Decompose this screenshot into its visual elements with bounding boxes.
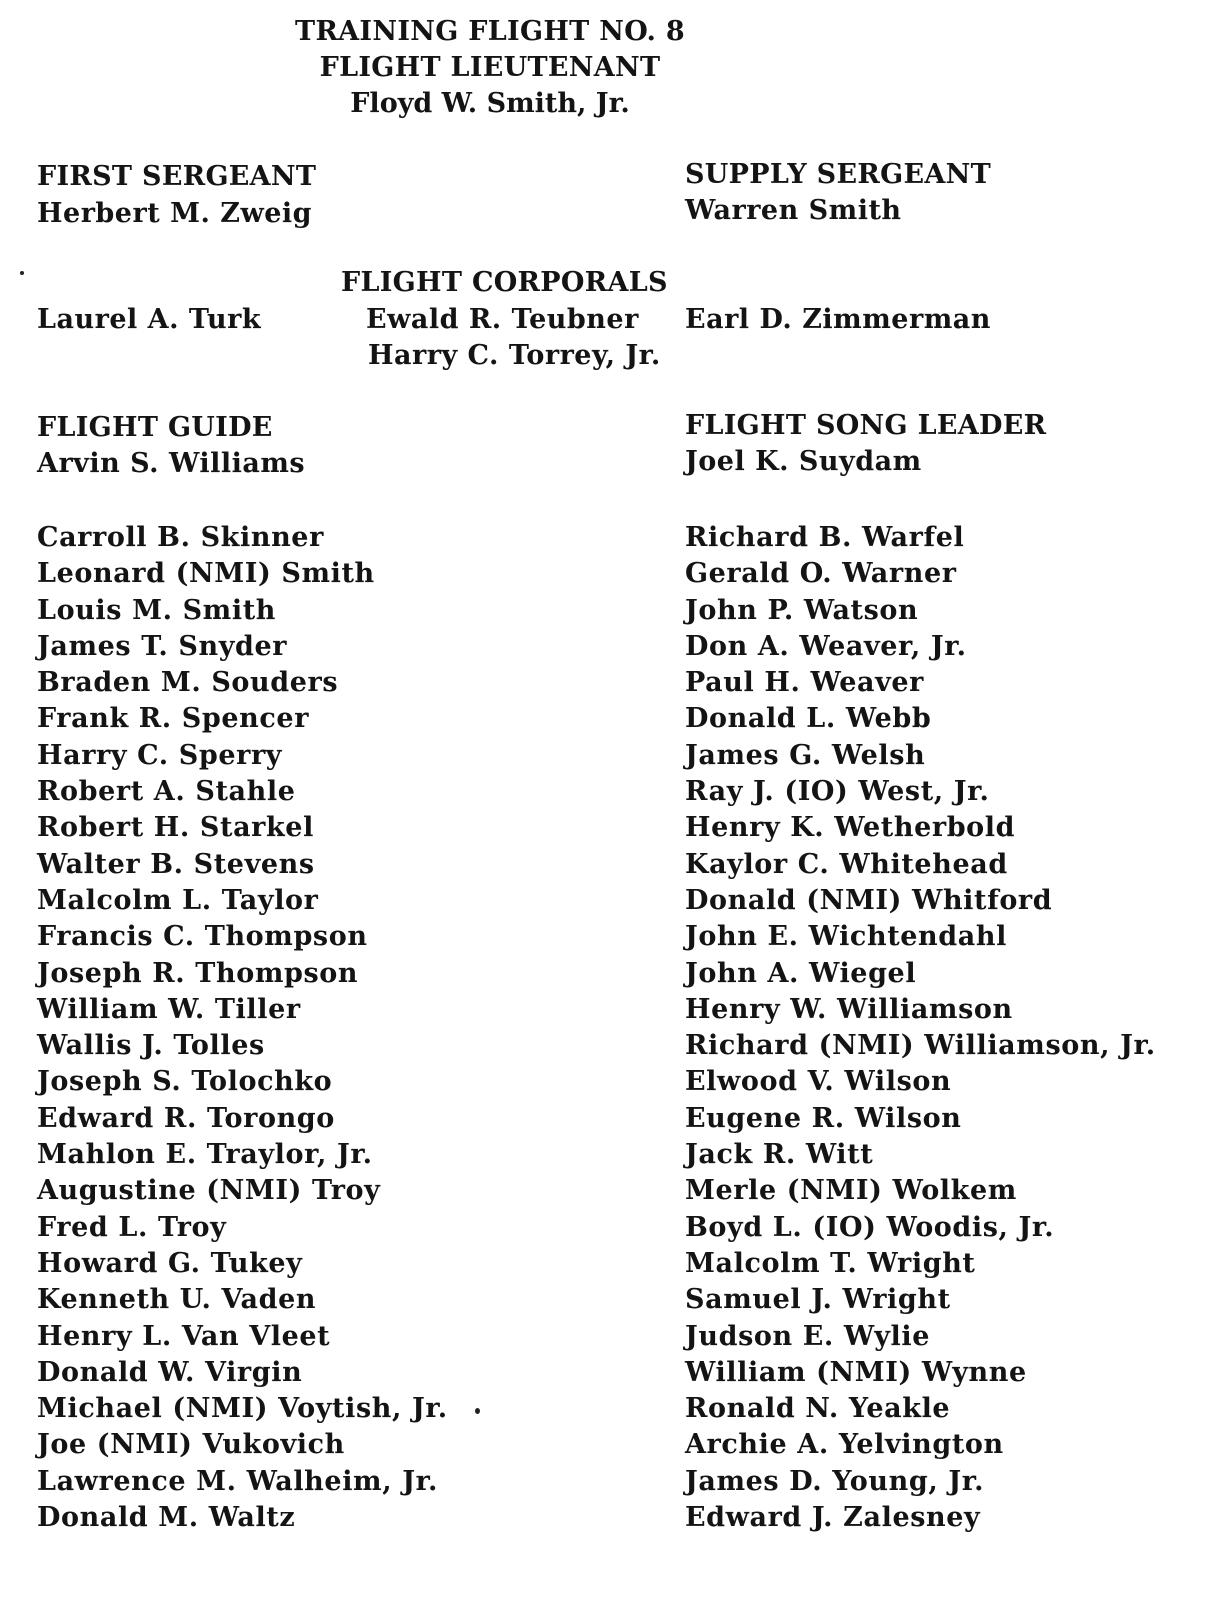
roster-name: James D. Young, Jr. bbox=[685, 1465, 985, 1497]
roster-name: Louis M. Smith bbox=[37, 594, 276, 626]
roster-name: Paul H. Weaver bbox=[685, 667, 924, 699]
roster-name: Elwood V. Wilson bbox=[685, 1066, 952, 1098]
roster-name: Kenneth U. Vaden bbox=[37, 1284, 317, 1316]
corporals-label: FLIGHT CORPORALS bbox=[341, 267, 668, 298]
roster-name: John E. Wichtendahl bbox=[685, 921, 1007, 953]
lieutenant-name: Floyd W. Smith, Jr. bbox=[350, 88, 630, 119]
roster-name: James T. Snyder bbox=[37, 630, 288, 662]
corporal-name: Earl D. Zimmerman bbox=[685, 304, 991, 335]
roster-name: Lawrence M. Walheim, Jr. bbox=[37, 1465, 438, 1497]
roster-name: Walter B. Stevens bbox=[37, 848, 315, 880]
roster-name: Malcolm T. Wright bbox=[685, 1247, 976, 1279]
roster-name: John P. Watson bbox=[685, 594, 919, 626]
page-title: TRAINING FLIGHT NO. 8 bbox=[295, 16, 685, 47]
stray-mark bbox=[20, 271, 24, 275]
roster-name: Henry W. Williamson bbox=[685, 993, 1013, 1025]
guide-name: Arvin S. Williams bbox=[37, 448, 306, 479]
song-leader-name: Joel K. Suydam bbox=[685, 446, 922, 477]
roster-name: Kaylor C. Whitehead bbox=[685, 848, 1008, 880]
roster-name: Merle (NMI) Wolkem bbox=[685, 1175, 1017, 1207]
roster-name: Malcolm L. Taylor bbox=[37, 884, 319, 916]
roster-name: Jack R. Witt bbox=[685, 1139, 874, 1171]
roster-name: Samuel J. Wright bbox=[685, 1284, 951, 1316]
roster-name: Donald (NMI) Whitford bbox=[685, 884, 1053, 916]
roster-name: Michael (NMI) Voytish, Jr. bbox=[37, 1393, 448, 1425]
roster-name: Gerald O. Warner bbox=[685, 558, 957, 590]
roster-name: Henry L. Van Vleet bbox=[37, 1320, 331, 1352]
roster-name: Leonard (NMI) Smith bbox=[37, 558, 375, 590]
roster-name: James G. Welsh bbox=[685, 739, 926, 771]
roster-name: Boyd L. (IO) Woodis, Jr. bbox=[685, 1211, 1055, 1243]
roster-name: Augustine (NMI) Troy bbox=[37, 1175, 381, 1207]
first-sergeant-label: FIRST SERGEANT bbox=[37, 161, 317, 192]
roster-name: Richard B. Warfel bbox=[685, 522, 965, 553]
roster-name: Joe (NMI) Vukovich bbox=[37, 1429, 345, 1461]
roster-name: Fred L. Troy bbox=[37, 1211, 227, 1243]
roster-name: Ronald N. Yeakle bbox=[685, 1393, 951, 1425]
guide-label: FLIGHT GUIDE bbox=[37, 412, 273, 443]
roster-name: Judson E. Wylie bbox=[685, 1320, 931, 1352]
roster-name: Henry K. Wetherbold bbox=[685, 812, 1016, 844]
corporal-name: Harry C. Torrey, Jr. bbox=[368, 340, 661, 371]
corporal-name: Laurel A. Turk bbox=[37, 304, 262, 335]
roster-name: William (NMI) Wynne bbox=[685, 1356, 1027, 1388]
roster-name: John A. Wiegel bbox=[685, 957, 917, 989]
roster-name: Wallis J. Tolles bbox=[37, 1030, 265, 1062]
roster-name: Eugene R. Wilson bbox=[685, 1102, 962, 1134]
roster-name: Richard (NMI) Williamson, Jr. bbox=[685, 1030, 1156, 1062]
roster-name: Robert H. Starkel bbox=[37, 812, 314, 844]
roster-name: Joseph S. Tolochko bbox=[37, 1066, 333, 1098]
roster-name: Archie A. Yelvington bbox=[685, 1429, 1004, 1461]
corporal-name: Ewald R. Teubner bbox=[366, 304, 639, 335]
roster-name: Ray J. (IO) West, Jr. bbox=[685, 776, 990, 808]
supply-sergeant-name: Warren Smith bbox=[685, 195, 902, 226]
roster-right-column bbox=[685, 523, 1156, 1539]
roster-name: Howard G. Tukey bbox=[37, 1247, 303, 1279]
roster-name: Joseph R. Thompson bbox=[37, 957, 359, 989]
roster-name: Edward R. Torongo bbox=[37, 1102, 335, 1134]
roster-name: Donald L. Webb bbox=[685, 703, 932, 735]
song-leader-label: FLIGHT SONG LEADER bbox=[685, 410, 1047, 441]
roster-name: Mahlon E. Traylor, Jr. bbox=[37, 1139, 373, 1171]
page-subtitle: FLIGHT LIEUTENANT bbox=[319, 52, 661, 83]
roster-name: Frank R. Spencer bbox=[37, 703, 310, 735]
roster-left-column bbox=[37, 523, 448, 1539]
first-sergeant-name: Herbert M. Zweig bbox=[37, 198, 313, 229]
roster-name: Braden M. Souders bbox=[37, 667, 339, 699]
roster-name: Donald W. Virgin bbox=[37, 1356, 303, 1388]
roster-name: Francis C. Thompson bbox=[37, 921, 368, 953]
roster-name: Carroll B. Skinner bbox=[37, 522, 324, 553]
roster-name: Donald M. Waltz bbox=[37, 1502, 296, 1534]
stray-mark bbox=[475, 1408, 480, 1414]
roster-name: Edward J. Zalesney bbox=[685, 1502, 981, 1534]
roster-name: William W. Tiller bbox=[37, 993, 301, 1025]
supply-sergeant-label: SUPPLY SERGEANT bbox=[685, 159, 991, 190]
roster-name: Robert A. Stahle bbox=[37, 776, 296, 808]
roster-name: Harry C. Sperry bbox=[37, 739, 283, 771]
roster-name: Don A. Weaver, Jr. bbox=[685, 630, 967, 662]
